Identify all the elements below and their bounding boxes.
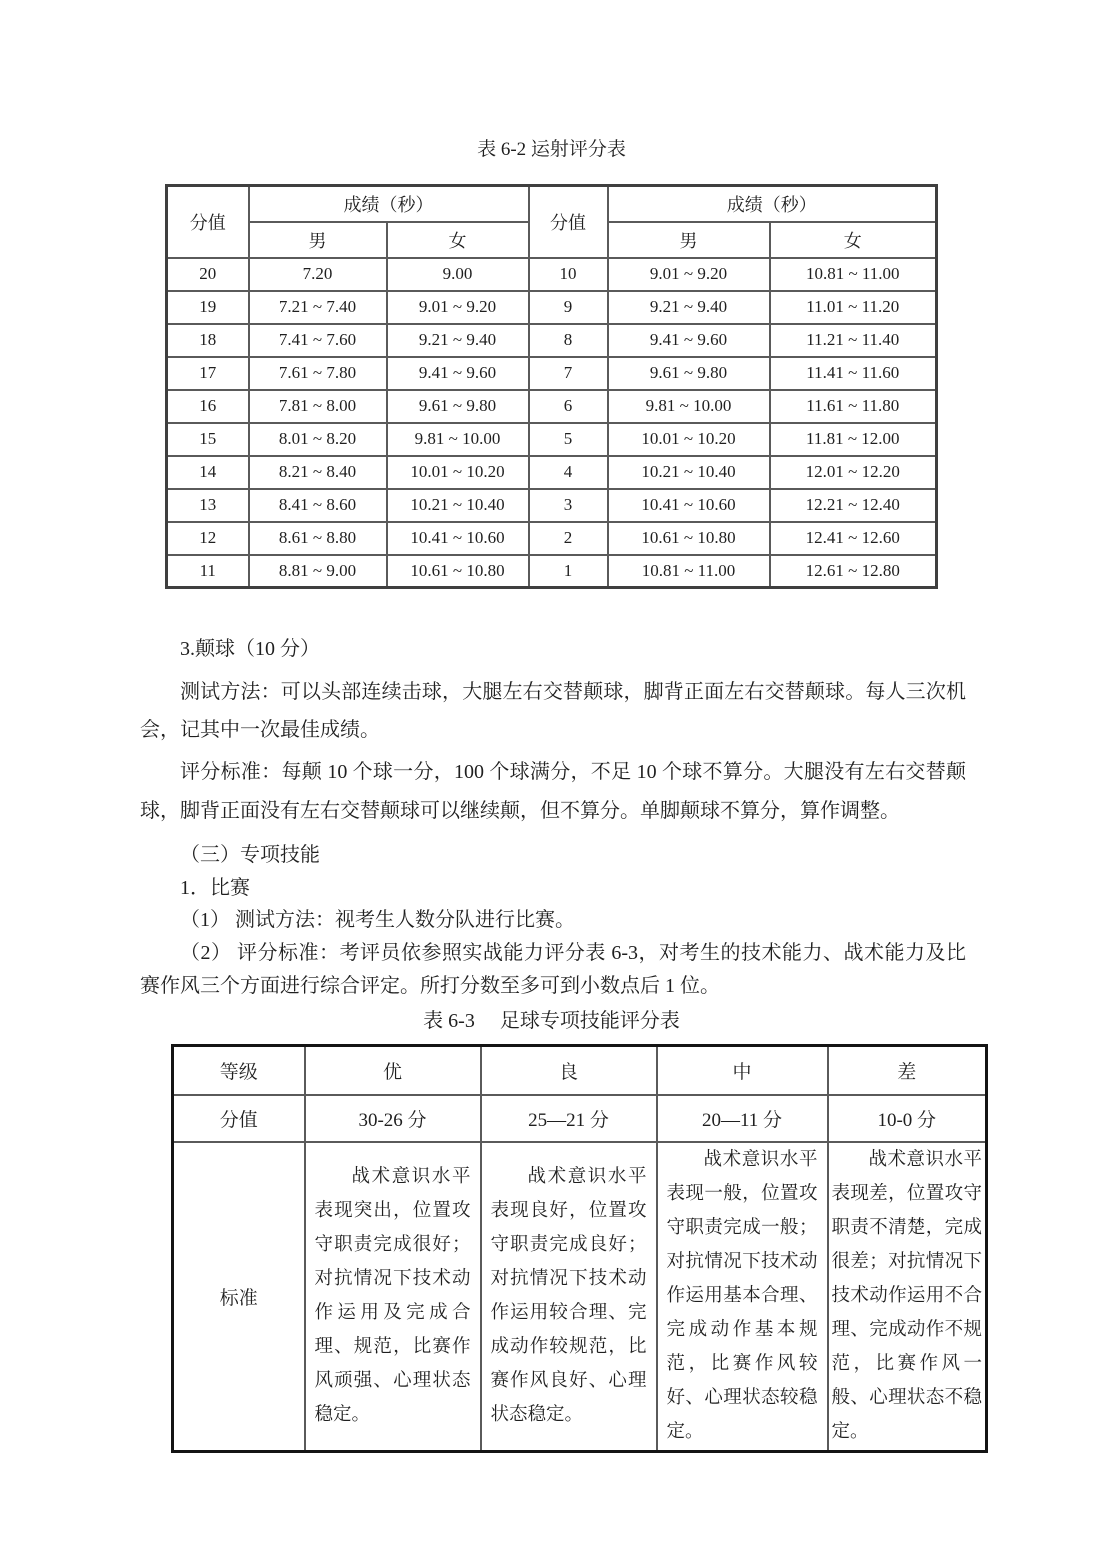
cell-score-left: 15	[167, 423, 249, 456]
cell-female-left: 9.01 ~ 9.20	[387, 291, 529, 324]
table-row	[167, 456, 937, 489]
cell-score-left: 18	[167, 324, 249, 357]
header-score-right: 分值	[529, 186, 608, 258]
paragraph-juggling-heading: 3.颠球（10 分）	[180, 638, 320, 660]
header-male-left: 男	[249, 222, 387, 258]
cell-female-right: 11.01 ~ 11.20	[770, 291, 937, 324]
cell-male-left: 7.20	[249, 258, 387, 291]
table-6-2-body	[167, 258, 937, 588]
cell-score-right: 8	[529, 324, 608, 357]
grade-row	[173, 1046, 987, 1095]
cell-female-left: 9.00	[387, 258, 529, 291]
header-result-right: 成绩（秒）	[608, 186, 937, 222]
cell-male-left: 7.21 ~ 7.40	[249, 291, 387, 324]
cell-score-range: 25—21 分	[481, 1095, 657, 1142]
cell-grade: 差	[828, 1046, 987, 1095]
table-row	[167, 555, 937, 588]
cell-score-right: 2	[529, 522, 608, 555]
cell-female-right: 11.41 ~ 11.60	[770, 357, 937, 390]
cell-female-left: 9.61 ~ 9.80	[387, 390, 529, 423]
cell-score-right: 3	[529, 489, 608, 522]
cell-male-left: 7.41 ~ 7.60	[249, 324, 387, 357]
cell-male-left: 8.01 ~ 8.20	[249, 423, 387, 456]
table-6-2-header	[167, 186, 937, 258]
cell-grade: 良	[481, 1046, 657, 1095]
cell-score-left: 20	[167, 258, 249, 291]
table-row	[167, 489, 937, 522]
table-row	[167, 357, 937, 390]
cell-female-right: 10.81 ~ 11.00	[770, 258, 937, 291]
cell-female-right: 11.81 ~ 12.00	[770, 423, 937, 456]
cell-score-left: 11	[167, 555, 249, 588]
table-row	[167, 522, 937, 555]
cell-score-range: 20—11 分	[657, 1095, 828, 1142]
cell-male-right: 10.41 ~ 10.60	[608, 489, 770, 522]
header-male-right: 男	[608, 222, 770, 258]
cell-standard-description: 战术意识水平表现突出，位置攻守职责完成很好；对抗情况下技术动作运用及完成合理、规范，比赛作风顽强、心理状态稳定。	[305, 1142, 481, 1452]
cell-female-left: 9.81 ~ 10.00	[387, 423, 529, 456]
table-row	[167, 291, 937, 324]
cell-female-right: 12.21 ~ 12.40	[770, 489, 937, 522]
cell-score-right: 7	[529, 357, 608, 390]
cell-male-right: 9.81 ~ 10.00	[608, 390, 770, 423]
cell-score-right: 9	[529, 291, 608, 324]
cell-female-right: 11.21 ~ 11.40	[770, 324, 937, 357]
cell-score-range: 30-26 分	[305, 1095, 481, 1142]
table-6-2-title: 表 6-2 运射评分表	[477, 139, 626, 160]
table-6-2-shooting-score-table	[165, 184, 938, 589]
cell-score-left: 19	[167, 291, 249, 324]
cell-standard-description: 战术意识水平表现差，位置攻守职责不清楚，完成很差；对抗情况下技术动作运用不合理、完成动作不规范，比赛作风一般、心理状态不稳定。	[828, 1142, 987, 1452]
cell-score-range: 10-0 分	[828, 1095, 987, 1142]
cell-score-left: 12	[167, 522, 249, 555]
score-row	[173, 1095, 987, 1142]
header-result-left: 成绩（秒）	[249, 186, 529, 222]
cell-score-right: 10	[529, 258, 608, 291]
label-standard: 标准	[173, 1142, 305, 1452]
cell-male-left: 8.81 ~ 9.00	[249, 555, 387, 588]
cell-male-right: 9.01 ~ 9.20	[608, 258, 770, 291]
cell-male-right: 9.21 ~ 9.40	[608, 291, 770, 324]
table-6-3-title: 表 6-3 足球专项技能评分表	[423, 1010, 680, 1032]
cell-score-left: 14	[167, 456, 249, 489]
cell-standard-description: 战术意识水平表现一般，位置攻守职责完成一般；对抗情况下技术动作运用基本合理、完成动作基本规范，比赛作风较好、心理状态较稳定。	[657, 1142, 828, 1452]
paragraph-test-method: 测试方法：可以头部连续击球，大腿左右交替颠球，脚背正面左右交替颠球。每人三次机会，记其中一次最佳成绩。	[140, 681, 966, 741]
cell-male-left: 7.81 ~ 8.00	[249, 390, 387, 423]
cell-female-left: 10.21 ~ 10.40	[387, 489, 529, 522]
cell-male-right: 9.41 ~ 9.60	[608, 324, 770, 357]
cell-standard-description: 战术意识水平表现良好，位置攻守职责完成良好；对抗情况下技术动作运用较合理、完成动作较规范，比赛作风良好、心理状态稳定。	[481, 1142, 657, 1452]
cell-male-left: 8.61 ~ 8.80	[249, 522, 387, 555]
cell-score-right: 6	[529, 390, 608, 423]
cell-score-right: 1	[529, 555, 608, 588]
cell-grade: 中	[657, 1046, 828, 1095]
cell-male-left: 7.61 ~ 7.80	[249, 357, 387, 390]
cell-male-right: 10.01 ~ 10.20	[608, 423, 770, 456]
table-row	[167, 423, 937, 456]
header-row-1	[167, 186, 937, 222]
cell-score-right: 5	[529, 423, 608, 456]
label-grade: 等级	[173, 1046, 305, 1095]
cell-female-right: 11.61 ~ 11.80	[770, 390, 937, 423]
header-female-right: 女	[770, 222, 937, 258]
table-6-3-skill-score-table	[171, 1044, 988, 1453]
cell-male-left: 8.21 ~ 8.40	[249, 456, 387, 489]
cell-male-right: 10.21 ~ 10.40	[608, 456, 770, 489]
cell-male-right: 10.61 ~ 10.80	[608, 522, 770, 555]
cell-male-right: 10.81 ~ 11.00	[608, 555, 770, 588]
header-score-left: 分值	[167, 186, 249, 258]
cell-score-left: 17	[167, 357, 249, 390]
cell-female-right: 12.41 ~ 12.60	[770, 522, 937, 555]
header-female-left: 女	[387, 222, 529, 258]
table-6-3-body	[173, 1046, 987, 1452]
cell-female-left: 10.41 ~ 10.60	[387, 522, 529, 555]
cell-female-left: 10.01 ~ 10.20	[387, 456, 529, 489]
paragraph-match-heading: 1．比赛	[180, 877, 250, 899]
paragraph-scoring-standard: 评分标准：每颠 10 个球一分，100 个球满分，不足 10 个球不算分。大腿没有左右交替颠球，脚背正面没有左右交替颠球可以继续颠，但不算分。单脚颠球不算分，算作调整。	[140, 761, 966, 822]
label-score: 分值	[173, 1095, 305, 1142]
standard-row	[173, 1142, 987, 1452]
cell-grade: 优	[305, 1046, 481, 1095]
cell-score-left: 16	[167, 390, 249, 423]
cell-male-right: 9.61 ~ 9.80	[608, 357, 770, 390]
cell-female-right: 12.01 ~ 12.20	[770, 456, 937, 489]
table-row	[167, 324, 937, 357]
cell-female-left: 9.21 ~ 9.40	[387, 324, 529, 357]
cell-female-right: 12.61 ~ 12.80	[770, 555, 937, 588]
table-row	[167, 258, 937, 291]
cell-female-left: 10.61 ~ 10.80	[387, 555, 529, 588]
paragraph-match-test-method: （1） 测试方法：视考生人数分队进行比赛。	[180, 909, 575, 931]
paragraph-match-scoring-standard: （2） 评分标准：考评员依参照实战能力评分表 6-3，对考生的技术能力、战术能力及比赛作风三个方面进行综合评定。所打分数至多可到小数点后 1 位。	[140, 942, 966, 997]
paragraph-section-heading: （三）专项技能	[180, 844, 320, 866]
cell-male-left: 8.41 ~ 8.60	[249, 489, 387, 522]
cell-score-right: 4	[529, 456, 608, 489]
cell-score-left: 13	[167, 489, 249, 522]
table-row	[167, 390, 937, 423]
cell-female-left: 9.41 ~ 9.60	[387, 357, 529, 390]
